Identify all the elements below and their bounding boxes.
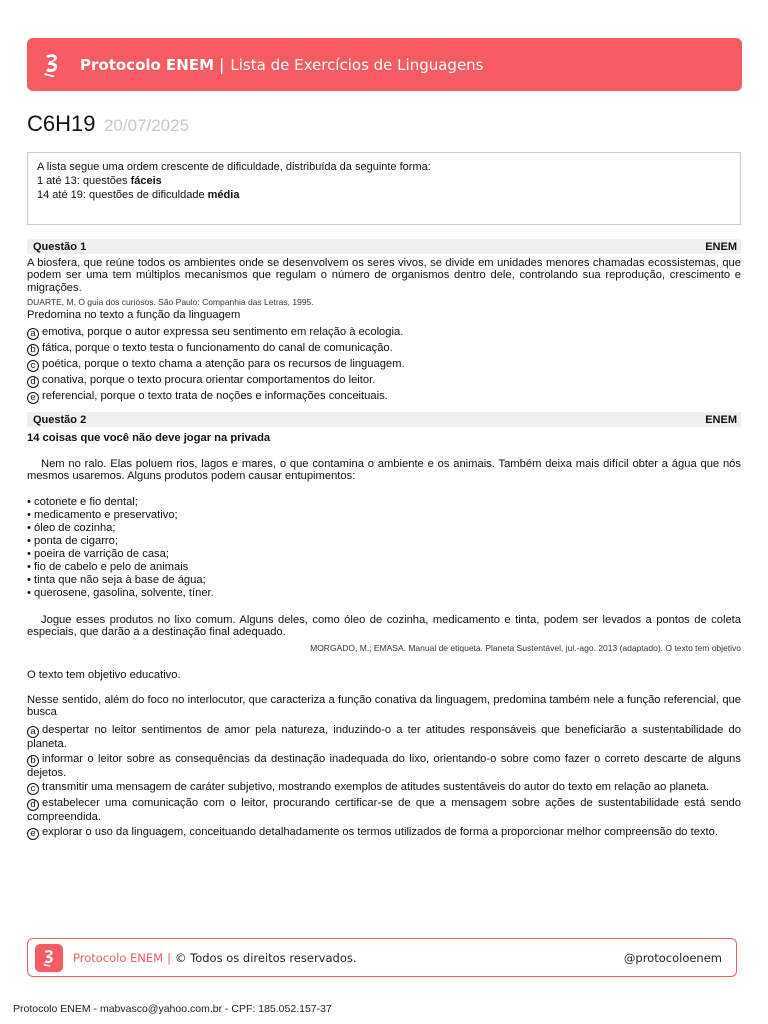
info-line-3-text: 14 até 19: questões de dificuldade bbox=[37, 189, 208, 201]
footer-separator: | bbox=[167, 950, 171, 965]
option-bubble: b bbox=[27, 344, 39, 356]
question-2-paragraph-2: Jogue esses produtos no lixo comum. Alguns deles, como óleo de cozinha, medicamento e tinta, podem ser levados a pontos de coleta especiais, que darão a a destinação final adequado. bbox=[27, 614, 741, 639]
brand-logo-icon bbox=[41, 948, 57, 968]
q1-option-c[interactable] bbox=[27, 358, 741, 372]
header-brand: Protocolo ENEM bbox=[80, 55, 215, 74]
q2-option-c[interactable] bbox=[27, 781, 741, 795]
q2-option-a[interactable] bbox=[27, 724, 741, 750]
q1-option-d[interactable] bbox=[27, 374, 741, 388]
question-2-tag: ENEM bbox=[705, 413, 737, 426]
list-item: • fio de cabelo e pelo de animais bbox=[27, 561, 189, 573]
q1-option-b[interactable] bbox=[27, 342, 741, 356]
option-text: emotiva, porque o autor expressa seu sentimento em relação à ecologia. bbox=[42, 326, 404, 338]
brand-logo-icon bbox=[41, 52, 63, 78]
footer-rights: © Todos os direitos reservados. bbox=[174, 950, 357, 965]
option-text: poética, porque o texto chama a atenção para os recursos de linguagem. bbox=[42, 358, 405, 370]
question-1-label: Questão 1 bbox=[33, 240, 87, 253]
option-text: transmitir uma mensagem de caráter subjetivo, mostrando exemplos de atitudes sustentáveis do autor do texto em relação ao planeta. bbox=[42, 781, 710, 793]
question-2-title: 14 coisas que você não deve jogar na privada bbox=[27, 432, 271, 444]
info-line-3 bbox=[37, 188, 731, 202]
question-1-header bbox=[27, 239, 741, 254]
option-text: informar o leitor sobre as consequências da destinação inadequada do lixo, orientando-o sobre como fazer o correto descarte de alguns dejetos. bbox=[27, 753, 741, 779]
question-2-bullet-list bbox=[27, 496, 214, 600]
question-1-text: A biosfera, que reúne todos os ambientes onde se desenvolvem os seres vivos, se divide em unidades menores chamadas ecossistemas, que podem ser uma tem múltiplos mecanismos que regulam o número de organismos dentro dele, controlando sua reprodução, crescimento e migrações. bbox=[27, 257, 741, 294]
list-item: • cotonete e fio dental; bbox=[27, 496, 138, 508]
option-text: explorar o uso da linguagem, conceituando detalhadamente os termos utilizados de forma a proporcionar melhor compreensão do texto. bbox=[42, 826, 718, 838]
question-1-tag: ENEM bbox=[705, 240, 737, 253]
list-item: • poeira de varrição de casa; bbox=[27, 548, 169, 560]
document-heading bbox=[27, 111, 189, 137]
option-bubble: c bbox=[27, 360, 39, 372]
question-2-header bbox=[27, 412, 741, 427]
footer-social-handle[interactable]: @protocoloenem bbox=[623, 950, 722, 965]
q2-option-e[interactable] bbox=[27, 826, 741, 840]
q1-option-a[interactable] bbox=[27, 326, 741, 340]
question-2-prompt: Nesse sentido, além do foco no interlocutor, que caracteriza a função conativa da linguagem, predomina também nele a função referencial, que busca bbox=[27, 694, 741, 719]
info-medium-label: média bbox=[207, 189, 240, 201]
option-text: fática, porque o texto testa o funcionamento do canal de comunicação. bbox=[42, 342, 393, 354]
option-text: despertar no leitor sentimentos de amor pela natureza, induzindo-o a ter atitudes responsáveis que beneficiarão a sustentabilidade do planeta. bbox=[27, 724, 741, 750]
license-watermark: Protocolo ENEM - mabvasco@yahoo.com.br - CPF: 185.052.157-37 bbox=[13, 1003, 332, 1015]
option-bubble: d bbox=[27, 799, 39, 811]
info-line-1: A lista segue uma ordem crescente de dificuldade, distribuída da seguinte forma: bbox=[37, 161, 431, 173]
list-item: • querosene, gasolina, solvente, tíner. bbox=[27, 587, 214, 599]
q1-option-e[interactable] bbox=[27, 390, 741, 404]
list-item: • tinta que não seja à base de água; bbox=[27, 574, 206, 586]
list-item: • óleo de cozinha; bbox=[27, 522, 116, 534]
info-line-2-text: 1 até 13: questões bbox=[37, 175, 131, 187]
footer-banner bbox=[27, 938, 737, 977]
info-line-2 bbox=[37, 174, 731, 188]
question-1-source: DUARTE, M. O guia dos curiosos. São Paulo: Companhia das Letras, 1995. bbox=[27, 297, 314, 307]
document-date: 20/07/2025 bbox=[103, 116, 190, 135]
question-1-prompt: Predomina no texto a função da linguagem bbox=[27, 309, 241, 321]
option-text: estabelecer uma comunicação com o leitor, procurando certificar-se de que a mensagem sobre ações de sustentabilidade está sendo compreendida. bbox=[27, 797, 741, 823]
list-item: • medicamento e preservativo; bbox=[27, 509, 178, 521]
q2-option-b[interactable] bbox=[27, 753, 741, 779]
option-bubble: e bbox=[27, 392, 39, 404]
option-bubble: b bbox=[27, 755, 39, 767]
question-2-statement: O texto tem objetivo educativo. bbox=[27, 669, 181, 681]
skill-code: C6H19 bbox=[27, 111, 96, 136]
option-bubble: c bbox=[27, 783, 39, 795]
difficulty-info-box bbox=[27, 152, 741, 225]
info-easy-label: fáceis bbox=[130, 175, 162, 187]
question-2-label: Questão 2 bbox=[33, 413, 87, 426]
option-bubble: e bbox=[27, 828, 39, 840]
q2-option-d[interactable] bbox=[27, 797, 741, 823]
option-bubble: a bbox=[27, 726, 39, 738]
option-bubble: d bbox=[27, 376, 39, 388]
header-banner bbox=[27, 38, 742, 91]
list-item: • ponta de cigarro; bbox=[27, 535, 118, 547]
header-separator: | bbox=[219, 55, 225, 74]
footer-brand: Protocolo ENEM bbox=[73, 950, 164, 965]
header-subtitle: Lista de Exercícios de Linguagens bbox=[230, 55, 484, 74]
question-2-paragraph-1: Nem no ralo. Elas poluem rios, lagos e mares, o que contamina o ambiente e os animais. Também deixa mais difícil obter a água que nós mesmos usaremos. Alguns produtos podem causar entupimentos: bbox=[27, 458, 741, 483]
option-text: referencial, porque o texto trata de noções e informações conceituais. bbox=[42, 390, 388, 402]
option-bubble: a bbox=[27, 328, 39, 340]
footer-logo bbox=[35, 944, 63, 972]
option-text: conativa, porque o texto procura orientar comportamentos do leitor. bbox=[42, 374, 376, 386]
question-2-source: MORGADO, M.; EMASA. Manual de etiqueta. Planeta Sustentável, jul.-ago. 2013 (adaptado). O texto tem objetivo bbox=[310, 643, 741, 653]
